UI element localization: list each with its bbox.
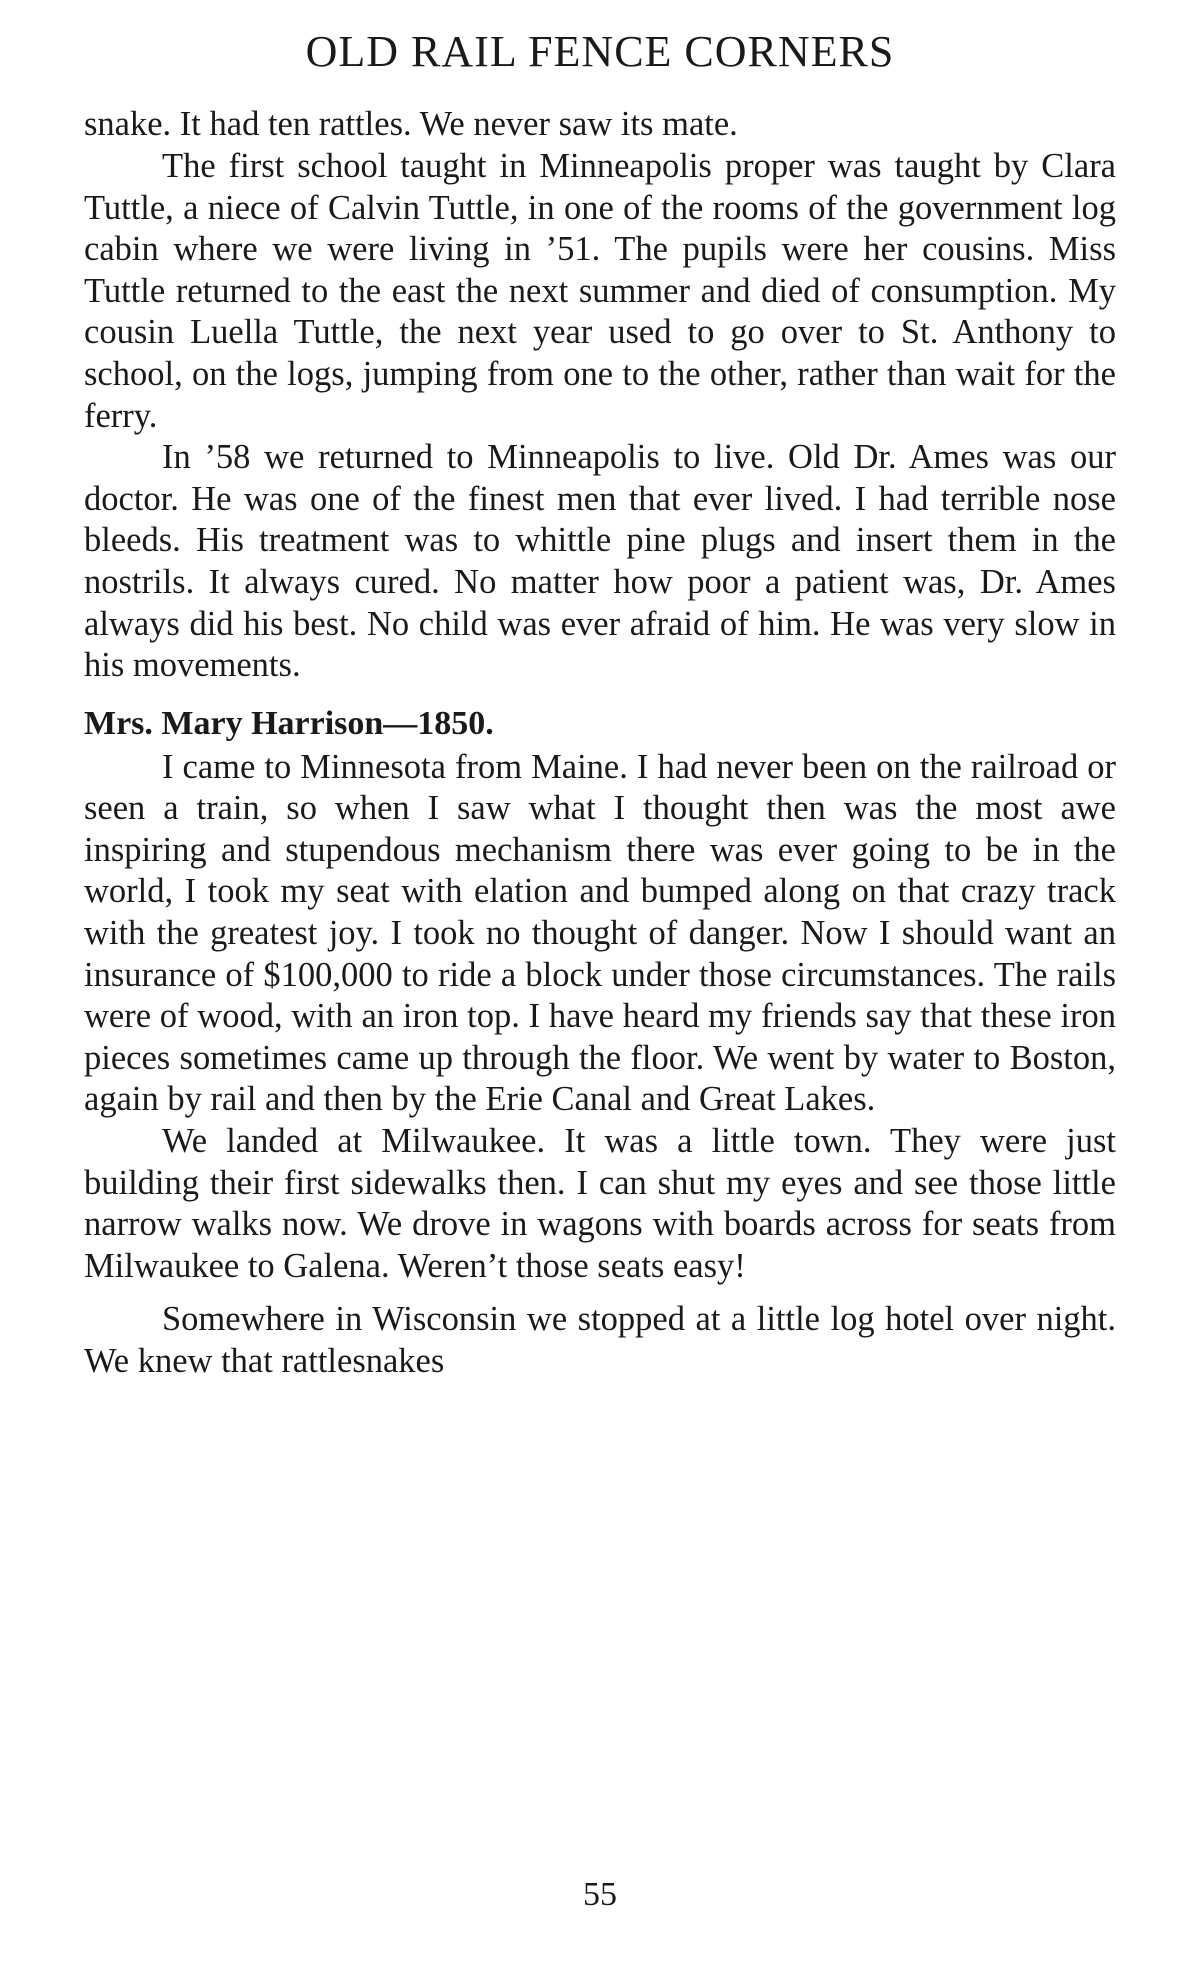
paragraph-milwaukee: We landed at Milwaukee. It was a little town. They were just building their first sidewalks then. I can shut my eyes and see those little narrow walks now. We drove in wagons with boards across for seats from Milwaukee to Galena. Weren’t those seats easy! (84, 1122, 1116, 1285)
section-heading: Mrs. Mary Harrison—1850. (84, 704, 494, 742)
running-head: OLD RAIL FENCE CORNERS (305, 27, 895, 76)
paragraph-continuation: snake. It had ten rattles. We never saw its mate. (84, 105, 738, 144)
paragraph-maine-railroad: I came to Minnesota from Maine. I had never been on the railroad or seen a train, so when I saw what I thought then was the most awe inspiring and stupendous mechanism there was ever going to be in the world, I took my seat with elation and bumped along on that crazy track with the greatest joy. I took no thought of danger. Now I should want an insurance of $100,000 to ride a block under those circumstances. The rails were of wood, with an iron top. I have heard my friends say that these iron pieces sometimes came up through the floor. We went by water to Boston, again by rail and then by the Erie Canal and Great Lakes. (84, 747, 1116, 1119)
paragraph-first-school: The first school taught in Minneapolis proper was taught by Clara Tuttle, a niece of Calvin Tuttle, in one of the rooms of the government log cabin where we were living in ’51. The pupils were her cousins. Miss Tuttle returned to the east the next summer and died of consumption. My cousin Luella Tuttle, the next year used to go over to St. Anthony to school, on the logs, jumping from one to the other, rather than wait for the ferry. (84, 146, 1116, 435)
paragraph-dr-ames: In ’58 we returned to Minneapolis to live. Old Dr. Ames was our doctor. He was one of the finest men that ever lived. I had terrible nose bleeds. His treatment was to whittle pine plugs and insert them in the nostrils. It always cured. No matter how poor a patient was, Dr. Ames always did his best. No child was ever afraid of him. He was very slow in his movements. (84, 438, 1116, 685)
paragraph-wisconsin-hotel: Somewhere in Wisconsin we stopped at a little log hotel over night. We knew that rattlesnakes (84, 1300, 1116, 1381)
book-page (84, 28, 1116, 1948)
body-text (84, 104, 1116, 1382)
page-number: 55 (583, 1876, 617, 1913)
